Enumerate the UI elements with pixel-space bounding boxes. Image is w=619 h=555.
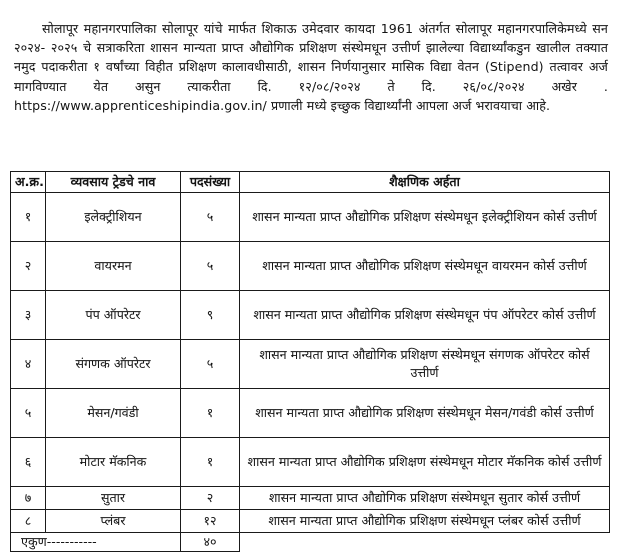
- row-trade: सुतार: [46, 487, 181, 510]
- row-posts: १: [181, 389, 240, 438]
- table-header-row: [11, 172, 610, 193]
- header-posts: पदसंख्या: [181, 172, 240, 193]
- total-label: एकुण-----------: [11, 533, 181, 552]
- intro-paragraph: सोलापूर महानगरपालिका सोलापूर यांचे मार्फत शिकाऊ उमेदवार कायदा 1961 अंतर्गत सोलापूर महानगरपालिकेमध्ये सन २०२४- २०२५ चे सत्राकरिता शासन मान्यता प्राप्त औद्योगिक प्रशिक्षण संस्थेमधून उत्तीर्ण झालेल्या विद्यार्थ्यांकडुन खालील तक्यात नमुद पदाकरीता १ वर्षांच्या विहीत प्रशिक्षण कालावधीसाठी, शासन निर्णयानुसार मासिक विद्या वेतन (Stipend) तत्वावर अर्ज मागविण्यात येत असुन त्याकरीता दि. १२/०८/२०२४ ते दि. २६/०८/२०२४ अखेर . https://www.apprenticeshipindia.gov.in/ प्रणाली मध्ये इच्छुक विद्यार्थ्यांनी आपला अर्ज भरावयाचा आहे.: [14, 20, 608, 114]
- row-qualification: शासन मान्यता प्राप्त औद्योगिक प्रशिक्षण संस्थेमधून प्लंबर कोर्स उत्तीर्ण: [240, 510, 610, 533]
- row-sr: ६: [11, 438, 46, 487]
- row-qualification: शासन मान्यता प्राप्त औद्योगिक प्रशिक्षण संस्थेमधून वायरमन कोर्स उत्तीर्ण: [240, 242, 610, 291]
- header-sr: अ.क्र.: [11, 172, 46, 193]
- row-qualification: शासन मान्यता प्राप्त औद्योगिक प्रशिक्षण संस्थेमधून सुतार कोर्स उत्तीर्ण: [240, 487, 610, 510]
- table-row: [11, 510, 610, 533]
- row-posts: ५: [181, 193, 240, 242]
- row-trade: वायरमन: [46, 242, 181, 291]
- row-trade: इलेक्ट्रीशियन: [46, 193, 181, 242]
- row-trade: मोटार मॅकनिक: [46, 438, 181, 487]
- row-sr: २: [11, 242, 46, 291]
- table-row: [11, 340, 610, 389]
- row-qualification: शासन मान्यता प्राप्त औद्योगिक प्रशिक्षण संस्थेमधून मोटार मॅकनिक कोर्स उत्तीर्ण: [240, 438, 610, 487]
- table-row: [11, 389, 610, 438]
- row-trade: पंप ऑपरेटर: [46, 291, 181, 340]
- row-posts: ५: [181, 340, 240, 389]
- table-row: [11, 487, 610, 510]
- table-row: [11, 193, 610, 242]
- row-qualification: शासन मान्यता प्राप्त औद्योगिक प्रशिक्षण संस्थेमधून मेसन/गवंडी कोर्स उत्तीर्ण: [240, 389, 610, 438]
- row-posts: ९: [181, 291, 240, 340]
- row-sr: १: [11, 193, 46, 242]
- row-posts: १: [181, 438, 240, 487]
- header-qualification: शैक्षणिक अर्हता: [240, 172, 610, 193]
- row-trade: प्लंबर: [46, 510, 181, 533]
- row-sr: ८: [11, 510, 46, 533]
- row-qualification: शासन मान्यता प्राप्त औद्योगिक प्रशिक्षण संस्थेमधून पंप ऑपरेटर कोर्स उत्तीर्ण: [240, 291, 610, 340]
- row-trade: मेसन/गवंडी: [46, 389, 181, 438]
- row-qualification: शासन मान्यता प्राप्त औद्योगिक प्रशिक्षण संस्थेमधून इलेक्ट्रीशियन कोर्स उत्तीर्ण: [240, 193, 610, 242]
- row-posts: ५: [181, 242, 240, 291]
- header-trade: व्यवसाय ट्रेडचे नाव: [46, 172, 181, 193]
- trades-table: [10, 171, 610, 552]
- table-row: [11, 291, 610, 340]
- total-value: ४०: [181, 533, 240, 552]
- row-trade: संगणक ऑपरेटर: [46, 340, 181, 389]
- table-row: [11, 438, 610, 487]
- total-row: [11, 533, 610, 552]
- row-posts: २: [181, 487, 240, 510]
- row-qualification: शासन मान्यता प्राप्त औद्योगिक प्रशिक्षण संस्थेमधून संगणक ऑपरेटर कोर्स उत्तीर्ण: [240, 340, 610, 389]
- row-sr: ५: [11, 389, 46, 438]
- row-sr: ३: [11, 291, 46, 340]
- row-posts: १२: [181, 510, 240, 533]
- row-sr: ७: [11, 487, 46, 510]
- row-sr: ४: [11, 340, 46, 389]
- total-blank-cell: [240, 533, 610, 552]
- table-row: [11, 242, 610, 291]
